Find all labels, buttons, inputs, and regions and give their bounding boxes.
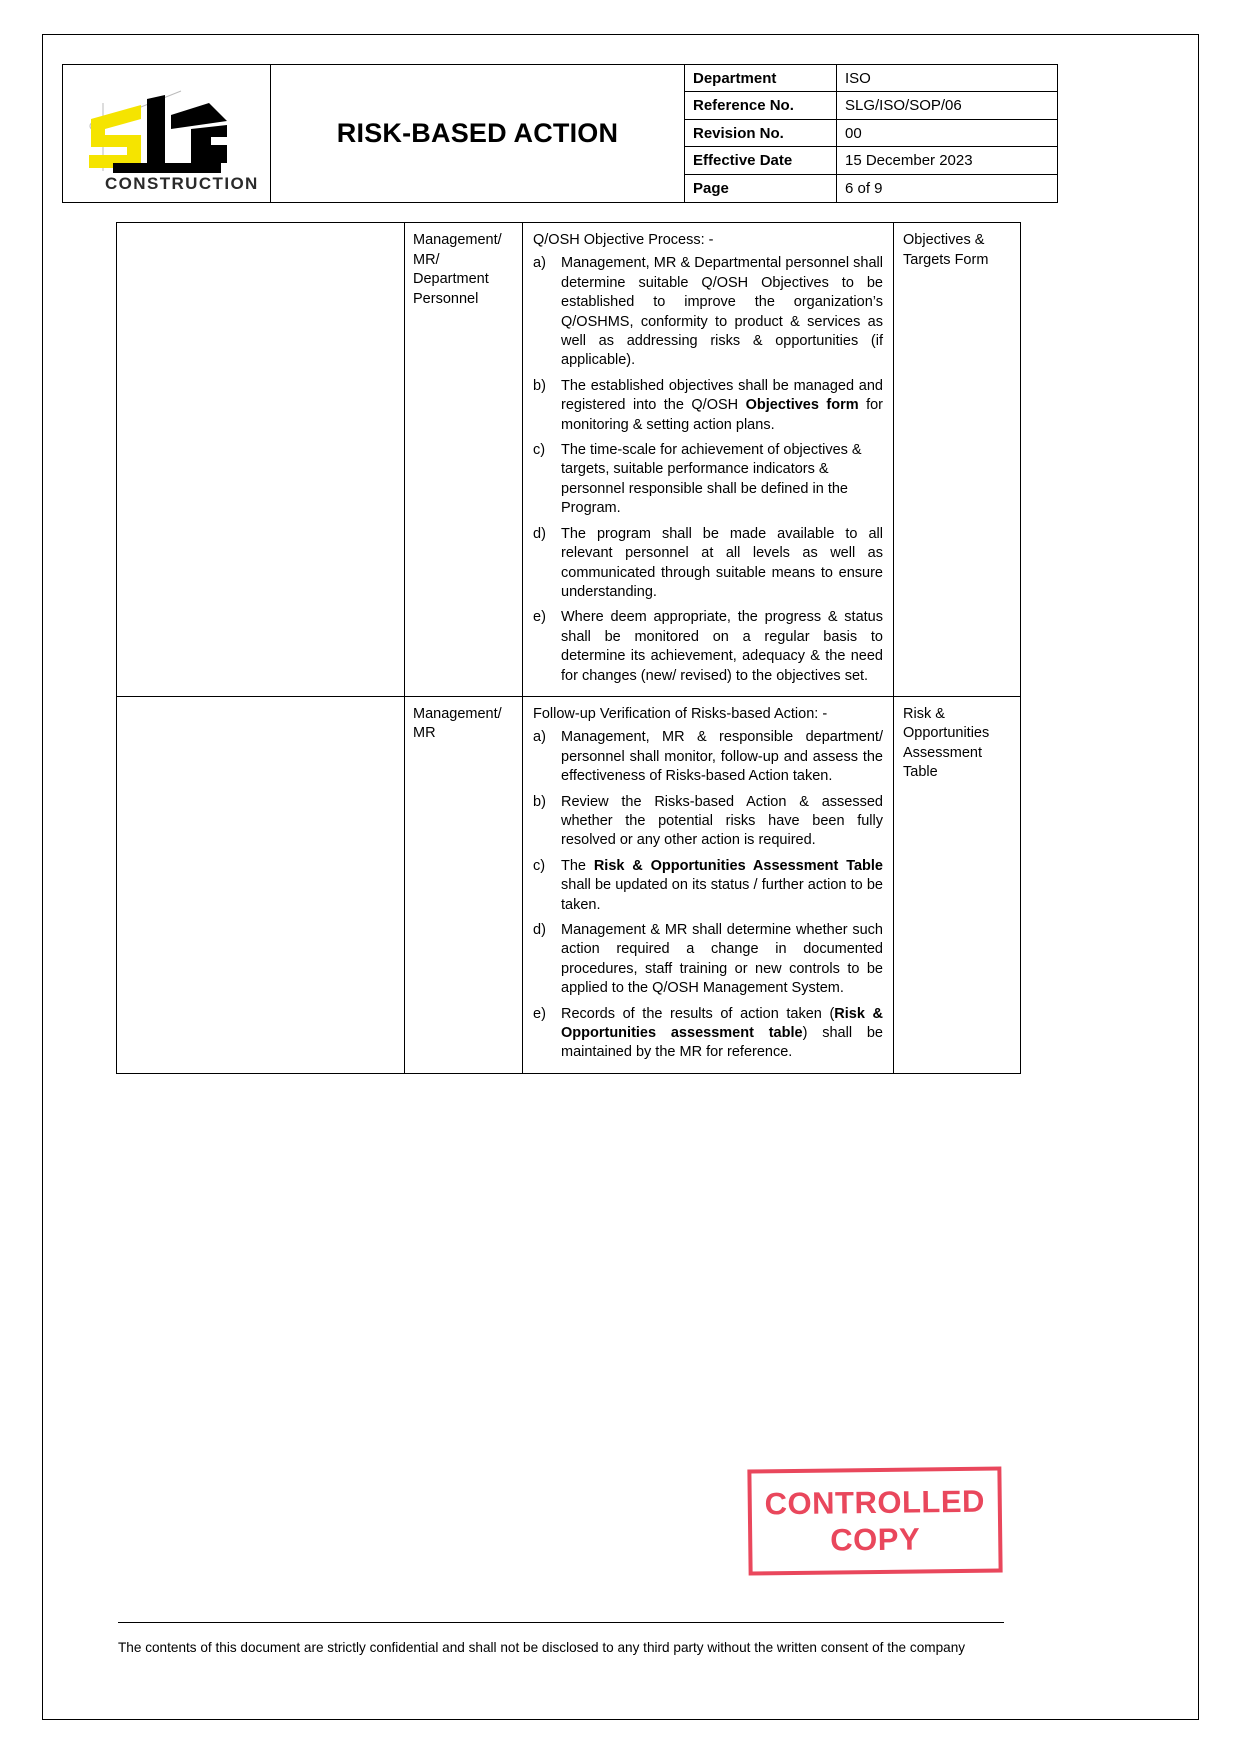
logo-subtitle: CONSTRUCTION (104, 174, 259, 194)
header-meta-table (685, 65, 1057, 202)
list-marker: b) (533, 377, 546, 394)
description-cell (523, 697, 894, 1073)
list-text: Where deem appropriate, the progress & status shall be monitored on a regular basis to determine its achievement, adequacy & the need for changes (new/ revised) to the objectives set. (561, 609, 883, 684)
list-item (533, 254, 883, 370)
stamp-line-1: CONTROLLED (764, 1483, 986, 1522)
responsibility-cell: Management/ MR (405, 697, 523, 1073)
list-marker: a) (533, 255, 546, 272)
meta-row-reference-no (685, 92, 1057, 119)
list-item (533, 1005, 883, 1063)
table-row (117, 223, 1020, 697)
reference-column-cell (117, 697, 405, 1073)
meta-row-page (685, 175, 1057, 202)
meta-key-department: Department (685, 65, 837, 91)
slg-construction-logo (69, 75, 265, 193)
list-marker: e) (533, 1005, 546, 1022)
list-text-post: ) shall be maintained by the MR for reference. (561, 1025, 883, 1061)
list-marker: d) (533, 525, 546, 542)
meta-value-department: ISO (845, 70, 871, 87)
list-item (533, 793, 883, 851)
responsibility-cell: Management/ MR/ Department Personnel (405, 223, 523, 696)
meta-key-effective-date: Effective Date (685, 147, 837, 173)
list-marker: a) (533, 729, 546, 746)
meta-value-reference-no: SLG/ISO/SOP/06 (845, 97, 962, 115)
document-header (62, 64, 1058, 203)
meta-value-revision-no: 00 (845, 124, 862, 142)
list-text: Review the Risks-based Action & assessed whether the potential risks have been fully resolved or any other action is required. (561, 793, 883, 849)
list-text-bold: Objectives form (745, 397, 859, 414)
list-text-bold: Risk & Opportunities Assessment Table (593, 857, 883, 874)
document-title-cell (271, 65, 685, 202)
records-cell: Objectives & Targets Form (903, 232, 989, 268)
description-heading: Q/OSH Objective Process: - (533, 232, 714, 248)
footer-divider (118, 1622, 1004, 1623)
list-item (533, 857, 883, 915)
list-marker: e) (533, 609, 546, 626)
description-list (533, 728, 883, 1063)
controlled-copy-stamp (747, 1466, 1002, 1575)
meta-row-department (685, 65, 1057, 92)
list-text: The program shall be made available to all relevant personnel at all levels as well as communicated through suitable means to ensure understanding. (561, 525, 883, 600)
list-item (533, 525, 883, 603)
list-text-pre: The established objectives shall be managed and registered into the Q/OSH (561, 377, 883, 414)
list-marker: b) (533, 793, 546, 810)
list-text: Management, MR & responsible department/ personnel shall monitor, follow-up and assess the effectiveness of Risks-based Action taken. (561, 729, 883, 785)
list-marker: c) (533, 442, 546, 459)
meta-value-effective-date: 15 December 2023 (845, 152, 973, 170)
meta-value-page: 6 of 9 (845, 179, 883, 197)
footer-confidentiality-text: The contents of this document are strictly confidential and shall not be disclosed to any third party without the written consent of the company (118, 1640, 966, 1655)
list-text-post: shall be updated on its status / further action to be taken. (561, 877, 883, 913)
list-marker: c) (533, 857, 546, 874)
meta-key-revision-no: Revision No. (685, 120, 837, 146)
procedure-table (116, 222, 1021, 1074)
meta-key-reference-no: Reference No. (685, 92, 837, 118)
logo-icon (69, 75, 265, 193)
list-text-bold: Risk & Opportunities assessment table (561, 1005, 883, 1042)
list-item (533, 728, 883, 786)
reference-column-cell (117, 223, 405, 696)
list-text-pre: Records of the results of action taken ( (561, 1005, 835, 1022)
logo-cell (63, 65, 271, 202)
list-item (533, 377, 883, 435)
description-list (533, 254, 883, 686)
description-cell (523, 223, 894, 696)
list-text-pre: The (561, 857, 594, 874)
list-text: The time-scale for achievement of objectives & targets, suitable performance indicators & personnel responsible shall be defined in the Program. (561, 442, 862, 517)
meta-row-revision-no (685, 120, 1057, 147)
records-cell: Risk & Opportunities Assessment Table (903, 705, 990, 781)
list-item (533, 608, 883, 686)
stamp-line-2: COPY (830, 1521, 921, 1558)
table-row (117, 697, 1020, 1073)
meta-row-effective-date (685, 147, 1057, 174)
description-heading: Follow-up Verification of Risks-based Action: - (533, 705, 828, 722)
list-text: Management, MR & Departmental personnel shall determine suitable Q/OSH Objectives to be established to improve the organization’s Q/OSHMS, conformity to product & services as well as addressing risks & opportunities (if applicable). (561, 255, 883, 369)
list-item (533, 921, 883, 999)
page-title: RISK-BASED ACTION (336, 117, 619, 148)
list-item (533, 441, 883, 519)
meta-key-page: Page (685, 175, 837, 202)
list-text: Management & MR shall determine whether such action required a change in documented procedures, staff training or new controls to be applied to the Q/OSH Management System. (561, 922, 883, 997)
list-text-post: for monitoring & setting action plans. (561, 397, 884, 433)
list-marker: d) (533, 922, 546, 938)
